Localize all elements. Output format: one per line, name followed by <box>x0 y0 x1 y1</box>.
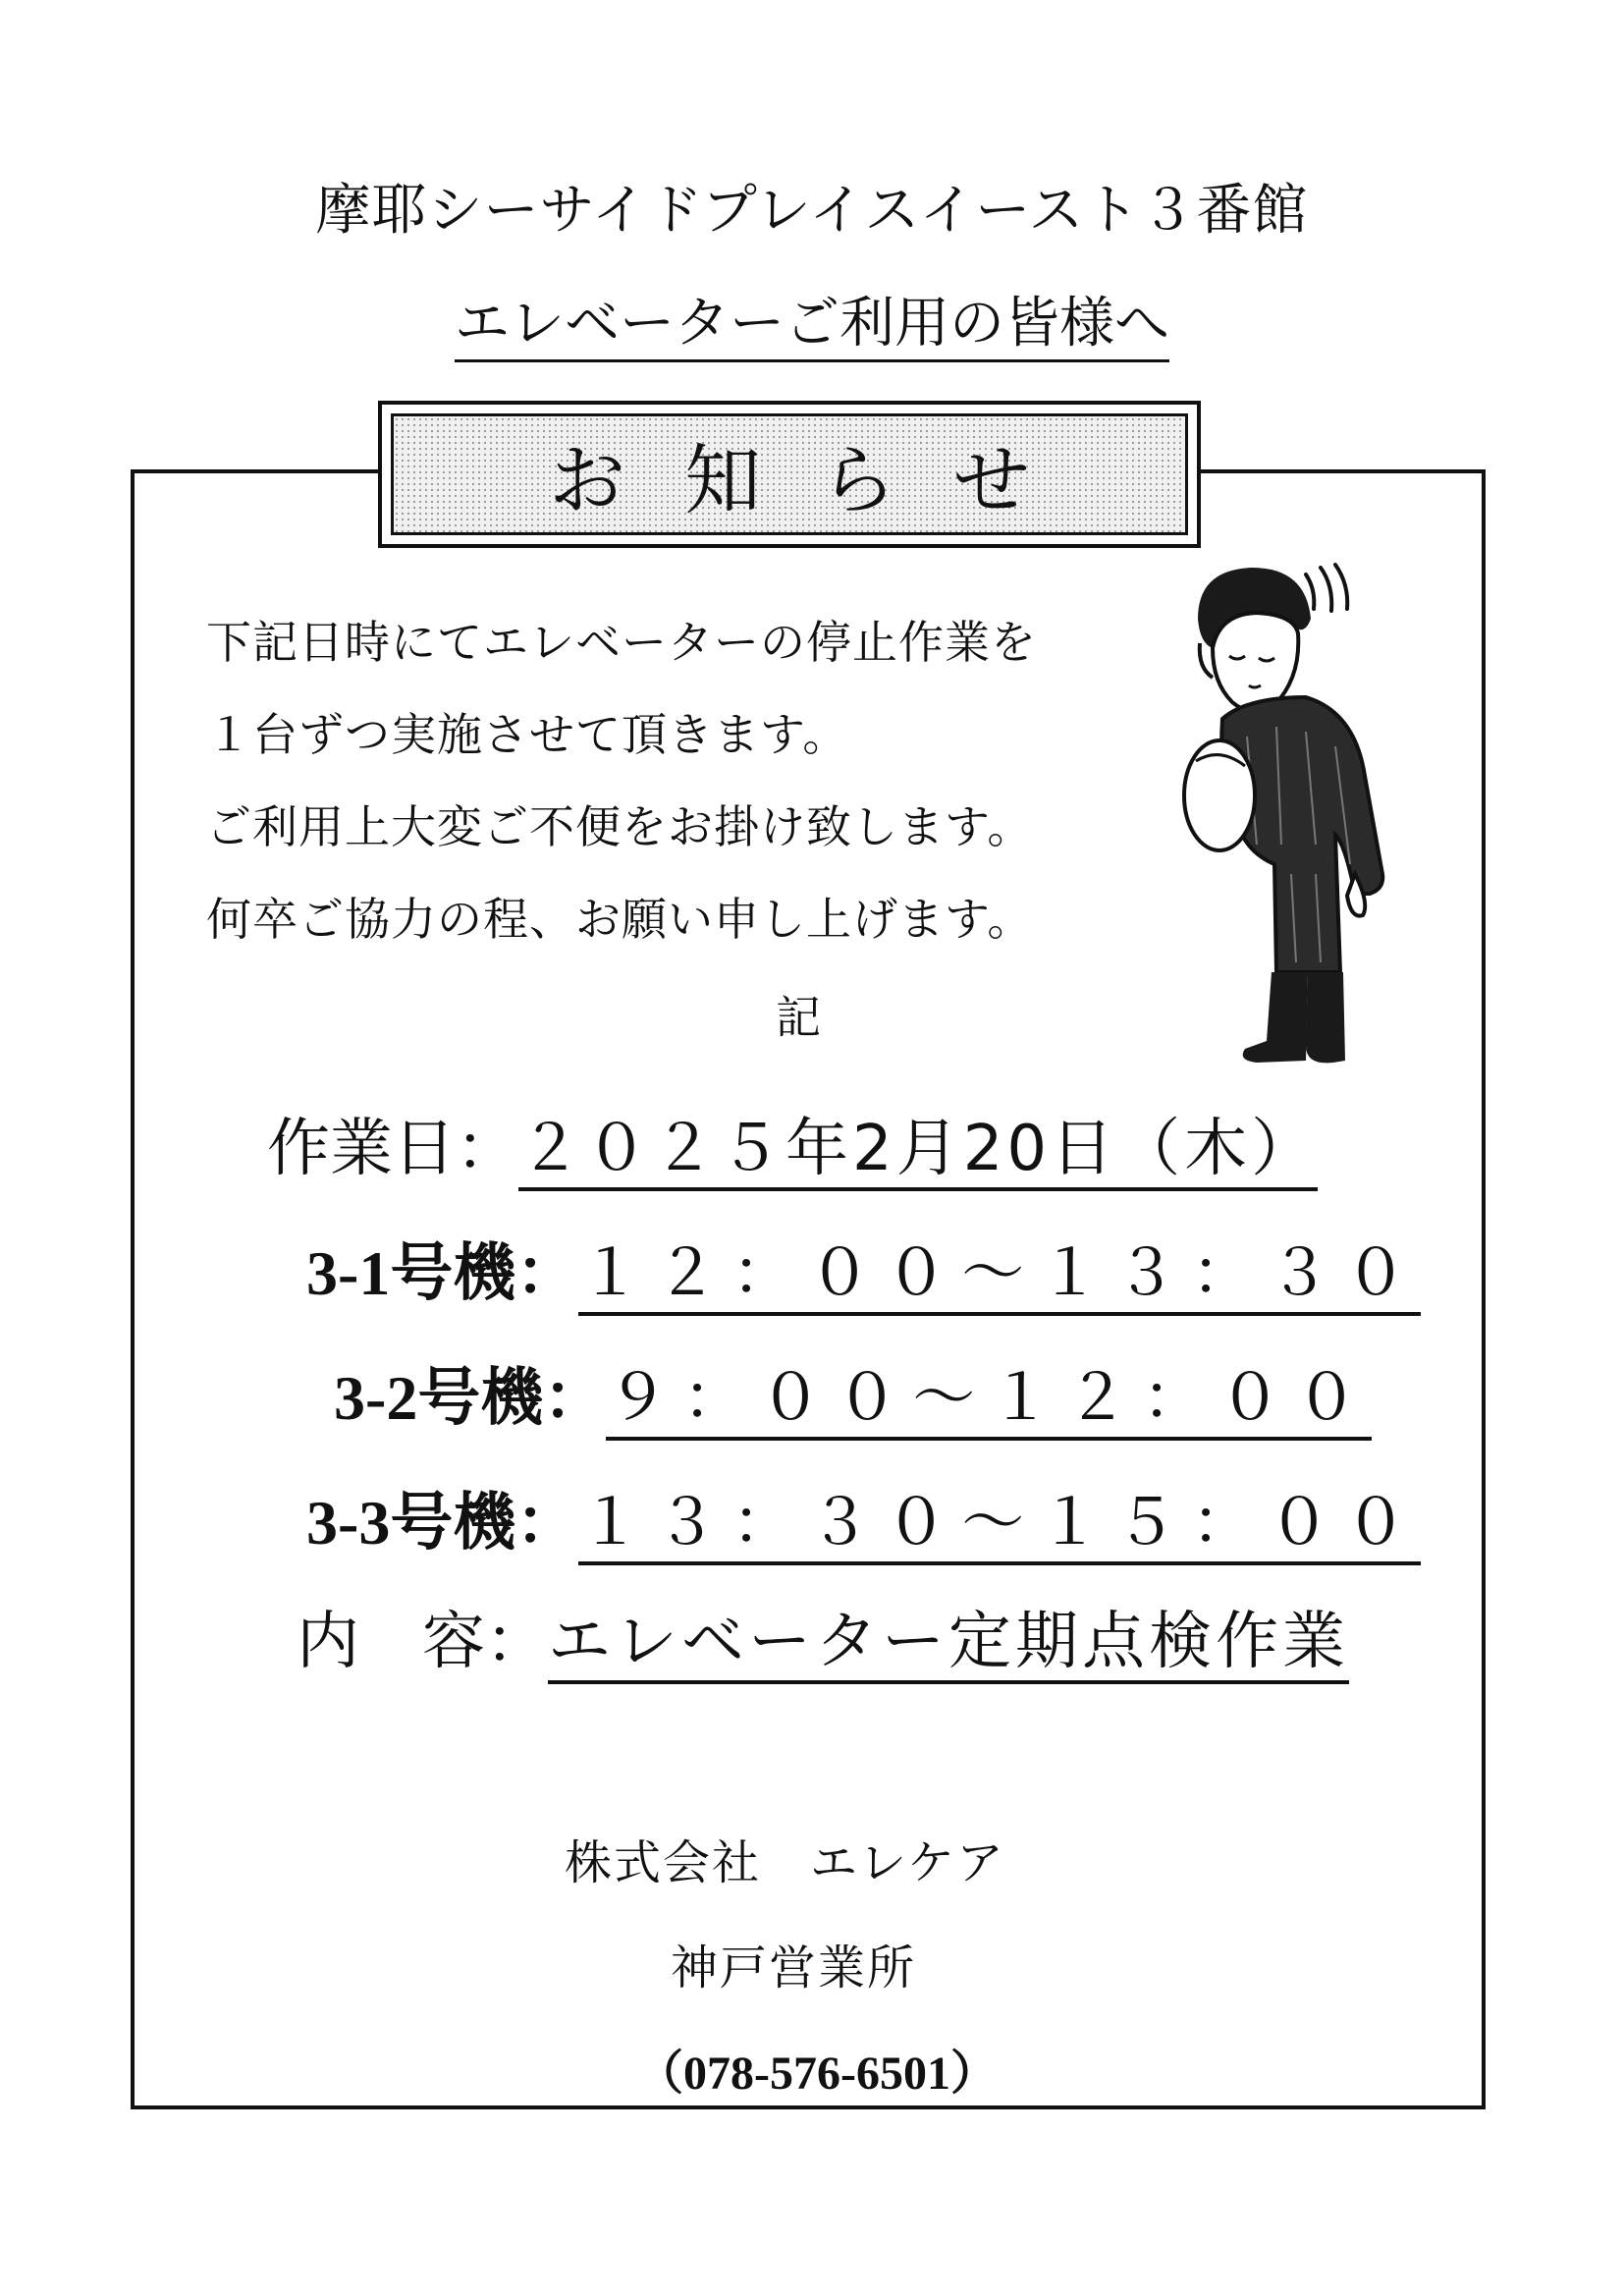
unit-label: 3-2号機： <box>334 1363 607 1433</box>
unit-time: １３：３０～１５：００ <box>578 1487 1421 1565</box>
message-line-2: １台ずつ実施させて頂きます。 <box>206 708 849 761</box>
unit-row <box>306 1223 1421 1313</box>
work-date-value: ２０２５年2月20日（木） <box>518 1113 1318 1191</box>
content-row <box>297 1591 1349 1681</box>
content-value: エレベーター定期点検作業 <box>548 1606 1349 1684</box>
unit-time: ９：００～１２：００ <box>606 1362 1372 1441</box>
notice-banner <box>378 401 1201 548</box>
ki-mark: 記 <box>776 991 821 1044</box>
notice-title: お知らせ <box>549 437 1089 525</box>
work-date-label: 作業日： <box>267 1113 518 1185</box>
message-line-4: 何卒ご協力の程、お願い申し上げます。 <box>206 893 1034 946</box>
work-date-row <box>267 1098 1318 1188</box>
unit-label: 3-3号機： <box>306 1488 579 1558</box>
unit-time: １２：００～１３：３０ <box>578 1237 1421 1316</box>
phone-number: （078-576-6501） <box>636 2048 998 2100</box>
bowing-worker-illustration <box>1159 550 1424 1080</box>
notice-banner-inner <box>391 413 1188 535</box>
content-label: 内 容： <box>297 1606 548 1678</box>
unit-row <box>334 1347 1372 1438</box>
office-name: 神戸営業所 <box>671 1941 917 1995</box>
addressee-text: エレベーターご利用の皆様へ <box>455 292 1169 362</box>
addressee-heading <box>0 280 1624 358</box>
building-name: 摩耶シーサイドプレイスイースト３番館 <box>315 179 1309 243</box>
unit-row <box>306 1472 1421 1562</box>
unit-label: 3-1号機： <box>306 1238 579 1308</box>
company-name: 株式会社 エレケア <box>565 1835 1006 1890</box>
message-line-1: 下記日時にてエレベーターの停止作業を <box>206 616 1037 669</box>
message-line-3: ご利用上大変ご不便をお掛け致します。 <box>206 800 1034 853</box>
